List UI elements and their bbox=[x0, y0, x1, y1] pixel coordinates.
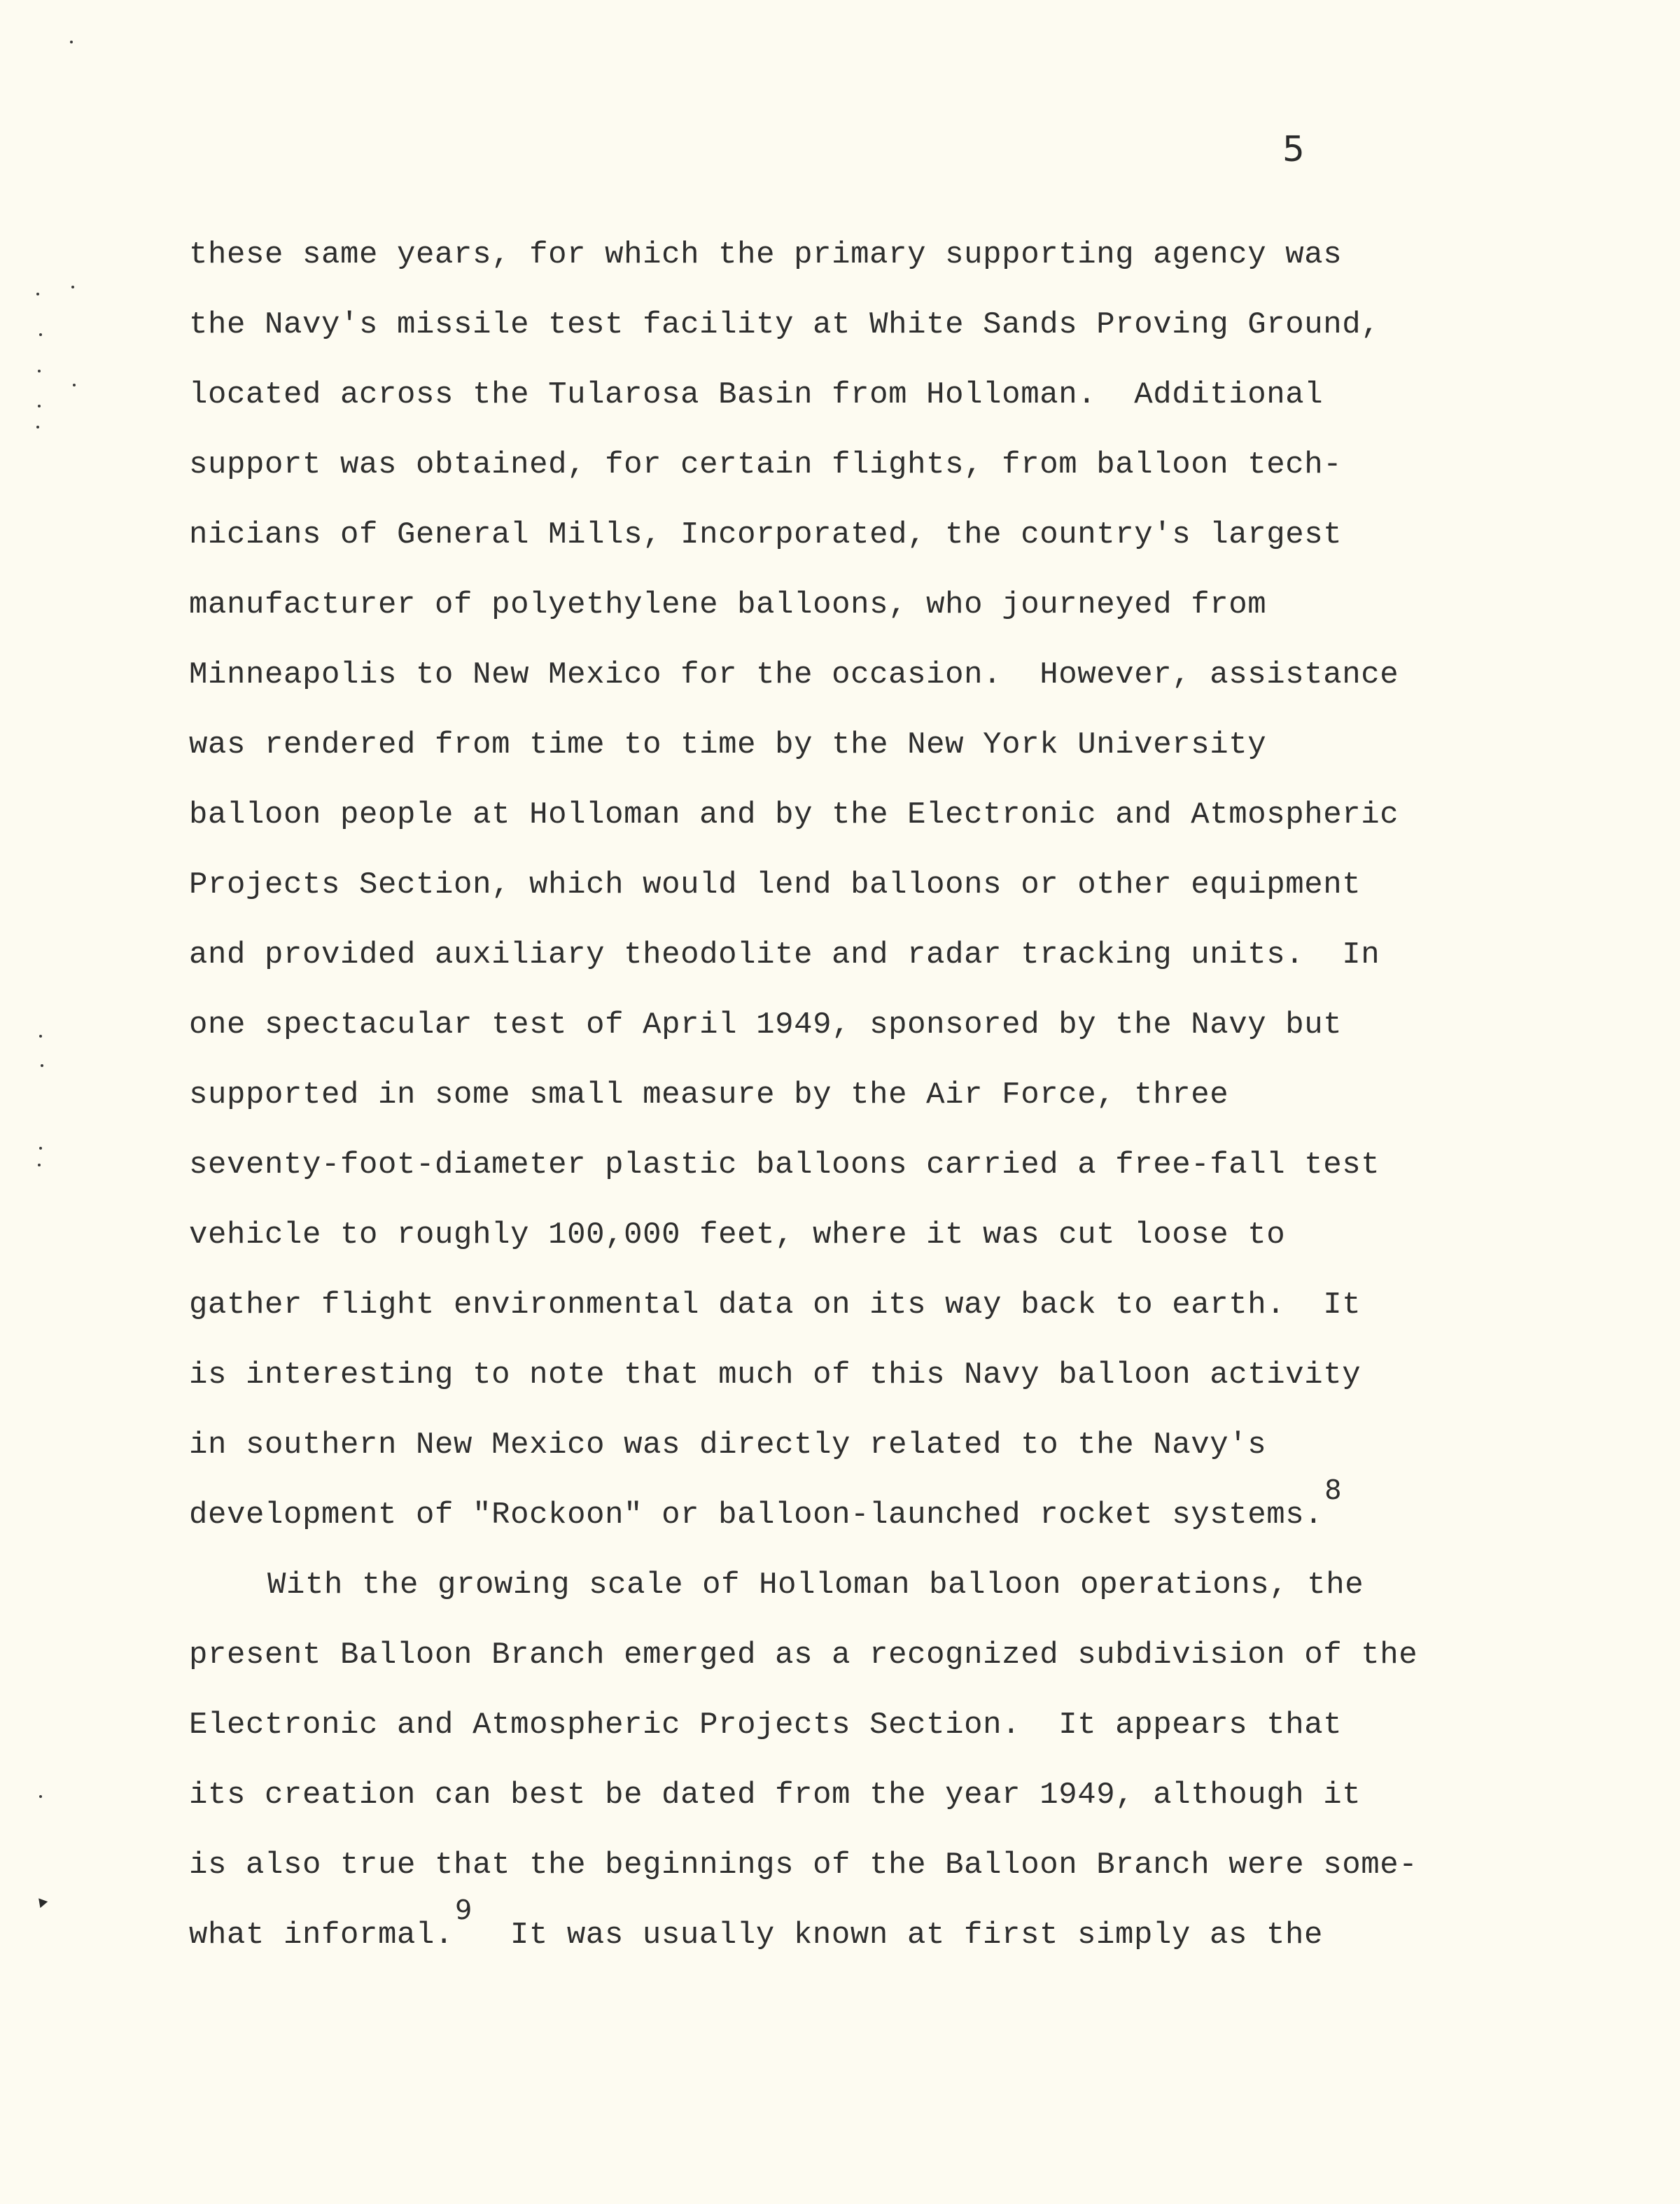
text-line bbox=[189, 1071, 1344, 1141]
line-text: one spectacular test of April 1949, sponsored by the Navy but bbox=[189, 1007, 1343, 1042]
page-number: 5 bbox=[1282, 129, 1305, 169]
line-text: was rendered from time to time by the New York University bbox=[189, 727, 1267, 762]
margin-mark bbox=[39, 1035, 42, 1038]
text-line bbox=[189, 931, 1380, 1001]
margin-mark bbox=[70, 41, 73, 43]
text-line bbox=[189, 861, 1362, 931]
text-line bbox=[189, 651, 1399, 721]
text-line bbox=[189, 791, 1399, 861]
line-text: seventy-foot-diameter plastic balloons carried a free-fall test bbox=[189, 1148, 1380, 1183]
line-text: manufacturer of polyethylene balloons, who journeyed from bbox=[189, 587, 1267, 622]
line-text: Electronic and Atmospheric Projects Section. It appears that bbox=[189, 1708, 1343, 1743]
line-text: It was usually known at first simply as the bbox=[472, 1918, 1324, 1953]
body-text bbox=[189, 231, 1418, 1981]
text-line bbox=[189, 1351, 1362, 1421]
text-line bbox=[189, 1561, 1364, 1631]
text-line bbox=[189, 1474, 1344, 1561]
text-line bbox=[189, 1141, 1380, 1211]
text-line bbox=[189, 1701, 1344, 1771]
text-line bbox=[189, 301, 1380, 371]
line-text: gather flight environmental data on its way back to earth. It bbox=[189, 1288, 1362, 1323]
margin-mark bbox=[39, 333, 42, 336]
margin-mark bbox=[71, 286, 74, 288]
margin-arrow-mark bbox=[35, 1895, 48, 1908]
paragraph bbox=[189, 231, 1399, 1561]
margin-mark bbox=[41, 1064, 43, 1067]
text-line bbox=[189, 1895, 1344, 1981]
line-text: With the growing scale of Holloman balloon operations, the bbox=[267, 1568, 1364, 1603]
margin-mark bbox=[39, 1147, 42, 1150]
line-text: development of "Rockoon" or balloon-launched rocket systems. bbox=[189, 1498, 1324, 1533]
line-text: these same years, for which the primary supporting agency was bbox=[189, 237, 1343, 272]
line-text: Minneapolis to New Mexico for the occasion. However, assistance bbox=[189, 657, 1399, 692]
margin-mark bbox=[38, 405, 41, 407]
margin-mark bbox=[38, 1164, 41, 1166]
margin-mark bbox=[39, 1795, 42, 1798]
margin-mark bbox=[36, 293, 39, 295]
line-text: located across the Tularosa Basin from Holloman. Additional bbox=[189, 377, 1324, 412]
line-text: is interesting to note that much of this Navy balloon activity bbox=[189, 1358, 1362, 1393]
text-line bbox=[189, 1841, 1418, 1911]
footnote-marker: 8 bbox=[1324, 1474, 1343, 1505]
line-text: support was obtained, for certain flights, from balloon tech- bbox=[189, 447, 1343, 482]
text-line bbox=[189, 1211, 1344, 1281]
line-text: the Navy's missile test facility at White Sands Proving Ground, bbox=[189, 307, 1380, 342]
margin-mark bbox=[38, 370, 41, 372]
line-text: Projects Section, which would lend balloons or other equipment bbox=[189, 867, 1362, 902]
line-text: what informal. bbox=[189, 1918, 454, 1953]
line-text: in southern New Mexico was directly related to the Navy's bbox=[189, 1428, 1267, 1463]
line-text: its creation can best be dated from the year 1949, although it bbox=[189, 1778, 1362, 1813]
text-line bbox=[189, 511, 1344, 581]
text-line bbox=[189, 1281, 1362, 1351]
text-line bbox=[189, 441, 1344, 511]
line-text: vehicle to roughly 100,000 feet, where it was cut loose to bbox=[189, 1218, 1286, 1253]
text-line bbox=[189, 1001, 1344, 1071]
line-text: nicians of General Mills, Incorporated, the country's largest bbox=[189, 517, 1343, 552]
paragraph bbox=[189, 1561, 1418, 1981]
text-line bbox=[189, 1421, 1344, 1491]
line-text: is also true that the beginnings of the Balloon Branch were some- bbox=[189, 1848, 1418, 1883]
text-line bbox=[189, 581, 1344, 651]
text-line bbox=[189, 721, 1344, 791]
margin-mark bbox=[73, 384, 76, 386]
line-text: balloon people at Holloman and by the Electronic and Atmospheric bbox=[189, 797, 1399, 832]
margin-mark bbox=[36, 426, 39, 428]
footnote-marker: 9 bbox=[455, 1895, 472, 1925]
text-line bbox=[189, 1771, 1362, 1841]
line-text: and provided auxiliary theodolite and radar tracking units. In bbox=[189, 937, 1380, 972]
line-text: supported in some small measure by the Air Force, three bbox=[189, 1077, 1229, 1113]
text-line bbox=[189, 231, 1344, 301]
text-line bbox=[189, 371, 1344, 441]
text-line bbox=[189, 1631, 1418, 1701]
line-text: present Balloon Branch emerged as a recognized subdivision of the bbox=[189, 1638, 1418, 1673]
